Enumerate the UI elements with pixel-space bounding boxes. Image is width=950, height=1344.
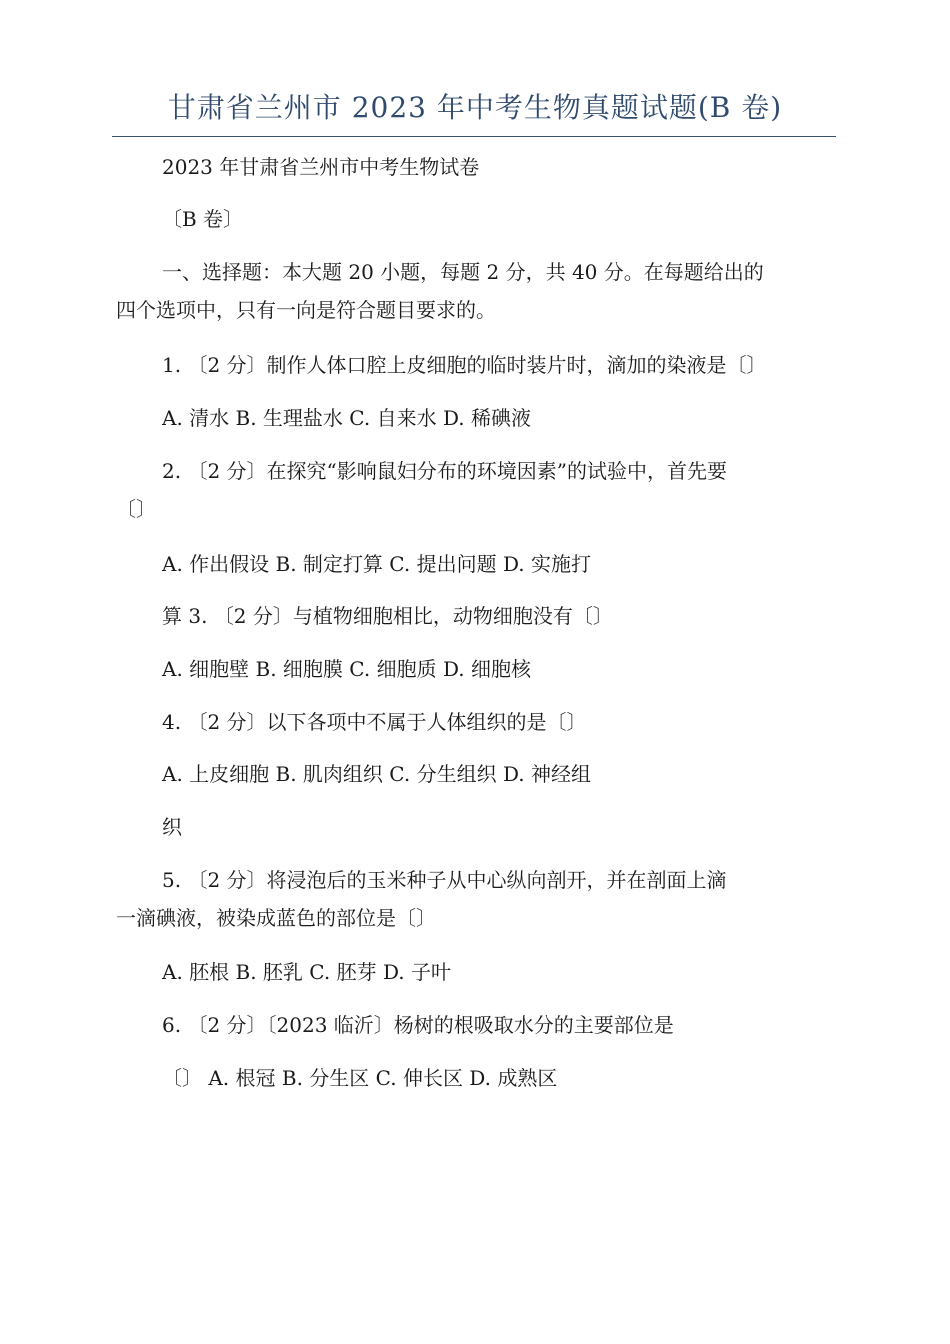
document-title: 甘肃省兰州市 2023 年中考生物真题试题(B 卷)	[167, 91, 783, 124]
section-instructions-line-2: 四个选项中，只有一向是符合题目要求的。	[116, 298, 496, 322]
question-5-line-2: 一滴碘液，被染成蓝色的部位是〔〕	[116, 906, 436, 930]
question-4-options-wrap: 织	[162, 815, 182, 839]
question-6: 6. 〔2 分〕〔2023 临沂〕杨树的根吸取水分的主要部位是	[162, 1013, 674, 1037]
question-6-options: 〔〕 A. 根冠 B. 分生区 C. 伸长区 D. 成熟区	[162, 1066, 558, 1090]
question-4-options: A. 上皮细胞 B. 肌肉组织 C. 分生组织 D. 神经组	[162, 762, 591, 786]
question-3: 算 3. 〔2 分〕与植物细胞相比，动物细胞没有〔〕	[162, 604, 613, 628]
exam-heading: 2023 年甘肃省兰州市中考生物试卷	[162, 155, 480, 179]
question-1-options: A. 清水 B. 生理盐水 C. 自来水 D. 稀碘液	[162, 406, 531, 430]
question-5-line-1: 5. 〔2 分〕将浸泡后的玉米种子从中心纵向剖开，并在剖面上滴	[162, 868, 727, 892]
section-instructions-line-1: 一、选择题：本大题 20 小题，每题 2 分，共 40 分。在每题给出的	[162, 260, 764, 284]
exam-volume: 〔B 卷〕	[162, 207, 244, 231]
question-3-options: A. 细胞壁 B. 细胞膜 C. 细胞质 D. 细胞核	[162, 657, 531, 681]
question-5-options: A. 胚根 B. 胚乳 C. 胚芽 D. 子叶	[162, 960, 451, 984]
question-2-line-1: 2. 〔2 分〕在探究“影响鼠妇分布的环境因素”的试验中，首先要	[162, 459, 727, 483]
question-2-options: A. 作出假设 B. 制定打算 C. 提出问题 D. 实施打	[162, 552, 591, 576]
question-1: 1. 〔2 分〕制作人体口腔上皮细胞的临时装片时，滴加的染液是〔〕	[162, 353, 767, 377]
question-2-line-2: 〔〕	[116, 497, 156, 521]
question-4: 4. 〔2 分〕以下各项中不属于人体组织的是〔〕	[162, 710, 587, 734]
title-divider	[112, 136, 836, 137]
